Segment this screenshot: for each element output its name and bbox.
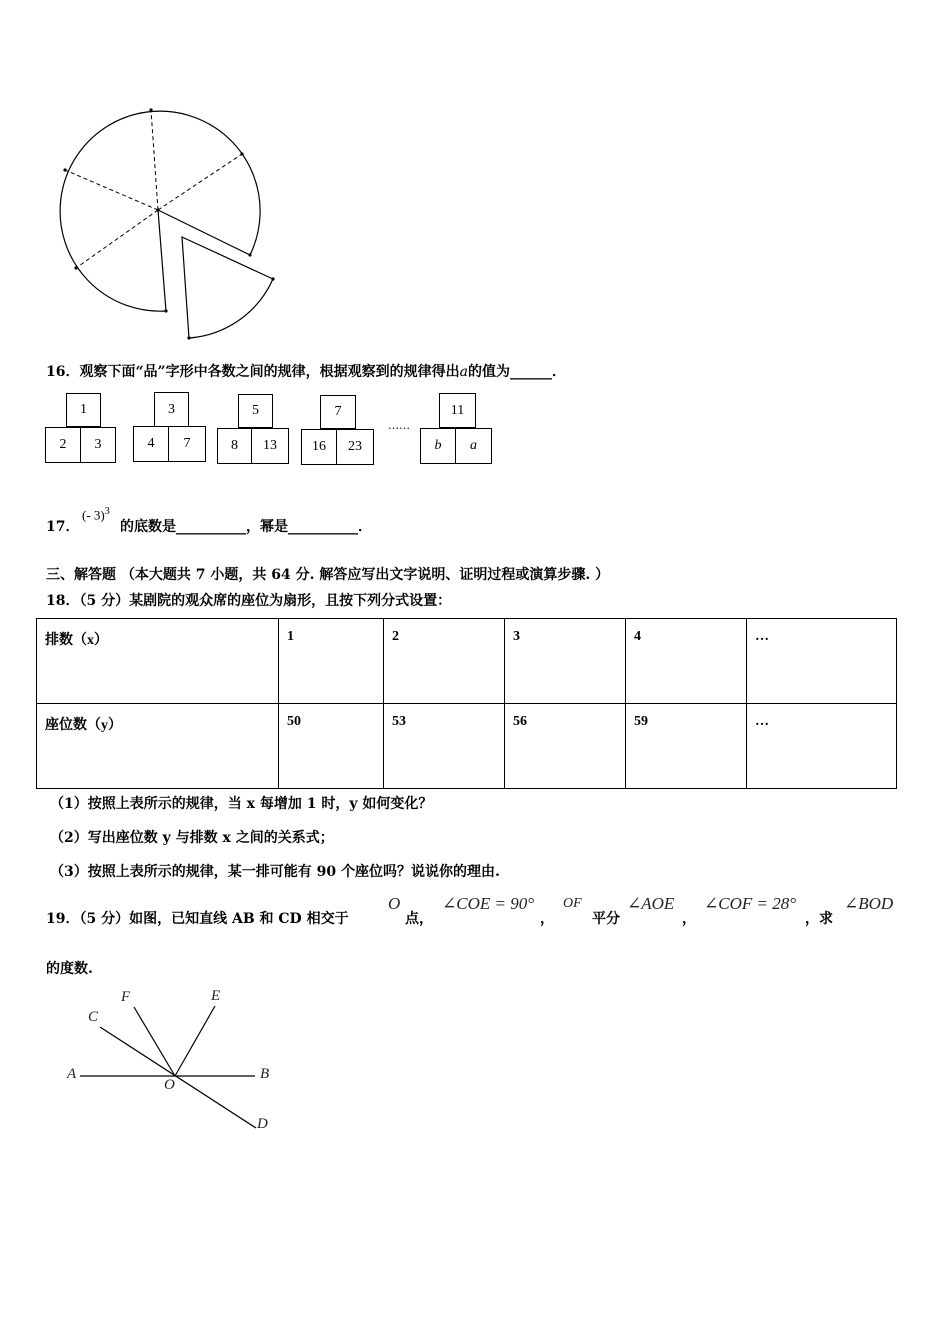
angle-aoe: ∠AOE bbox=[627, 894, 675, 913]
table-cell: 排数（x） bbox=[37, 619, 279, 704]
ray-of-line bbox=[134, 1007, 175, 1076]
table-cell: … bbox=[747, 704, 897, 789]
comma-2: ， bbox=[682, 911, 696, 927]
label-d: D bbox=[257, 1116, 268, 1132]
label-f: F bbox=[121, 989, 131, 1005]
question-text: 观察下面“品”字形中各数之间的规律，根据观察到的规律得出 bbox=[79, 364, 460, 380]
question-number: 16． bbox=[46, 364, 80, 380]
label-o: O bbox=[164, 1077, 175, 1093]
cut-edge-2 bbox=[158, 210, 250, 255]
intersecting-lines-figure bbox=[60, 985, 290, 1140]
question-18-stem: 18．（5 分）某剧院的观众席的座位为扇形，且按下列分式设置： bbox=[46, 593, 452, 609]
question-number: 17． bbox=[46, 519, 80, 535]
table-row bbox=[37, 619, 897, 704]
pin-top-box: 5 bbox=[238, 394, 273, 428]
variable-a: a bbox=[459, 364, 468, 380]
question-17-text: 的底数是__________，幂是__________． bbox=[120, 519, 372, 535]
power-base: (- 3) bbox=[82, 507, 105, 523]
table-cell: 3 bbox=[505, 619, 626, 704]
detached-sector bbox=[182, 237, 273, 338]
pin-left-box: 2 bbox=[45, 427, 81, 463]
question-19-prefix: 19．（5 分）如图，已知直线 AB 和 CD 相交于 bbox=[46, 911, 349, 927]
ray-of: OF bbox=[563, 896, 582, 911]
pin-right-box: 13 bbox=[251, 428, 289, 464]
question-blank: 的值为______． bbox=[467, 364, 566, 380]
qiu-text: ，求 bbox=[805, 911, 833, 927]
sector-circle-figure bbox=[40, 100, 290, 350]
pin-top-box: 11 bbox=[439, 393, 476, 428]
dian-text: 点， bbox=[405, 911, 433, 927]
dashed-radii bbox=[65, 110, 242, 268]
power-expression bbox=[82, 506, 110, 523]
table-cell: 4 bbox=[626, 619, 747, 704]
pin-right-box: a bbox=[455, 428, 492, 464]
comma-1: ， bbox=[540, 911, 554, 927]
question-17 bbox=[46, 516, 79, 536]
pin-right-box: 3 bbox=[80, 427, 116, 463]
pin-left-box: 8 bbox=[217, 428, 252, 464]
label-a: A bbox=[67, 1066, 77, 1082]
pingfen-text: 平分 bbox=[592, 911, 620, 927]
question-19-line2: 的度数. bbox=[46, 961, 93, 977]
table-cell: 50 bbox=[279, 704, 384, 789]
figure-points bbox=[63, 108, 274, 339]
pin-left-box: 4 bbox=[133, 426, 169, 462]
sub-question-3: （3）按照上表所示的规律，某一排可能有 90 个座位吗？说说你的理由. bbox=[50, 864, 500, 880]
table-cell: 座位数（y） bbox=[37, 704, 279, 789]
pin-right-box: 23 bbox=[336, 429, 374, 465]
table-row bbox=[37, 704, 897, 789]
label-c: C bbox=[88, 1009, 99, 1025]
ray-oe-line bbox=[175, 1006, 215, 1076]
line-cd bbox=[100, 1027, 256, 1128]
pin-top-box: 1 bbox=[66, 393, 101, 427]
pin-left-box: 16 bbox=[301, 429, 337, 465]
angle-cof: ∠COF = 28° bbox=[704, 894, 797, 913]
table-cell: 56 bbox=[505, 704, 626, 789]
pin-right-box: 7 bbox=[168, 426, 206, 462]
angle-coe: ∠COE = 90° bbox=[442, 894, 535, 913]
pin-left-box: b bbox=[420, 428, 456, 464]
label-e: E bbox=[211, 988, 221, 1004]
table-cell: 53 bbox=[384, 704, 505, 789]
pin-top-box: 3 bbox=[154, 392, 189, 427]
table-cell: … bbox=[747, 619, 897, 704]
power-exponent: 3 bbox=[104, 506, 110, 517]
label-b: B bbox=[260, 1066, 270, 1082]
angle-bod: ∠BOD bbox=[844, 894, 894, 913]
point-o: O bbox=[388, 894, 401, 913]
pin-top-box: 7 bbox=[320, 395, 356, 429]
table-cell: 2 bbox=[384, 619, 505, 704]
sub-question-1: （1）按照上表所示的规律，当 x 每增加 1 时，y 如何变化？ bbox=[50, 796, 433, 812]
ellipsis: …… bbox=[388, 419, 410, 432]
question-16 bbox=[46, 361, 566, 381]
sub-question-2: （2）写出座位数 y 与排数 x 之间的关系式； bbox=[50, 830, 334, 846]
seat-table bbox=[36, 618, 897, 789]
table-cell: 59 bbox=[626, 704, 747, 789]
section-heading: 三、解答题 （本大题共 7 小题，共 64 分. 解答应写出文字说明、证明过程或演算步骤. ） bbox=[46, 567, 610, 583]
table-cell: 1 bbox=[279, 619, 384, 704]
cut-edge-1 bbox=[158, 210, 166, 311]
